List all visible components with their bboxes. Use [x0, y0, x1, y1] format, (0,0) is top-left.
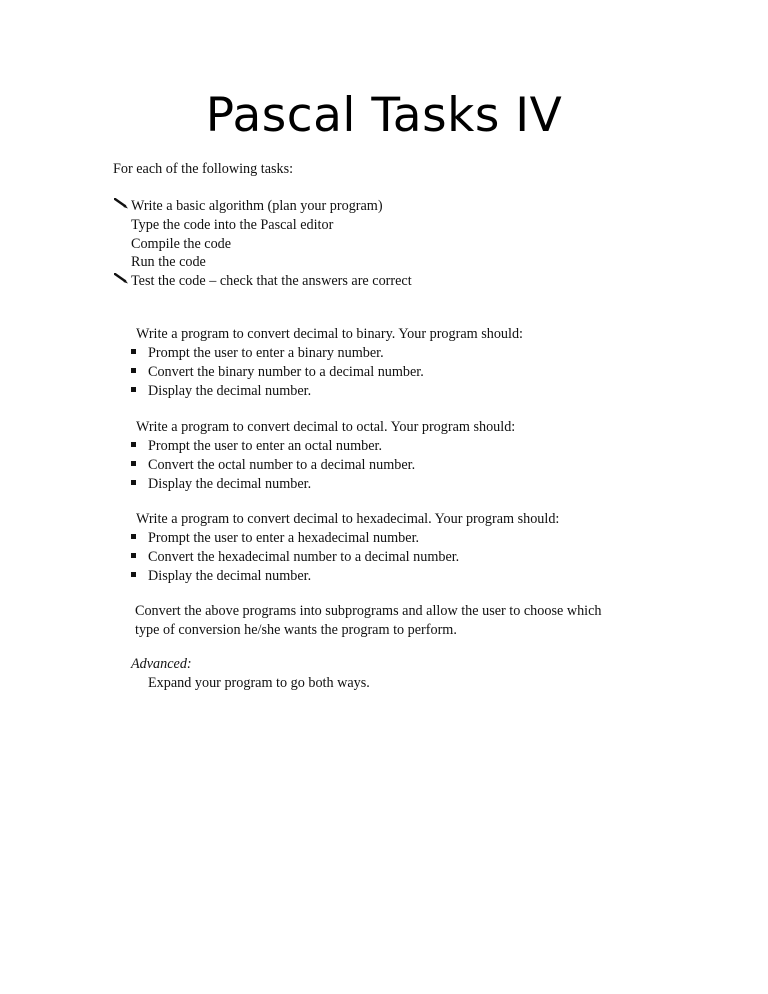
step-item: Run the code	[131, 254, 206, 270]
intro-text: For each of the following tasks:	[113, 161, 294, 177]
task-bullet: Convert the hexadecimal number to a decimal number.	[148, 549, 460, 565]
task-bullet: Display the decimal number.	[148, 568, 312, 584]
step-item: Test the code – check that the answers are correct	[131, 273, 412, 289]
square-bullet-icon	[131, 442, 136, 447]
task-bullet: Prompt the user to enter an octal number.	[148, 438, 383, 454]
task-bullet: Convert the octal number to a decimal number.	[148, 457, 416, 473]
pencil-icon	[114, 198, 129, 210]
square-bullet-icon	[131, 572, 136, 577]
step-item: Write a basic algorithm (plan your program)	[131, 198, 383, 214]
task-bullet: Display the decimal number.	[148, 383, 312, 399]
square-bullet-icon	[131, 387, 136, 392]
task-bullet: Prompt the user to enter a hexadecimal number.	[148, 530, 420, 546]
task-heading: Write a program to convert decimal to octal. Your program should:	[136, 419, 516, 435]
square-bullet-icon	[131, 349, 136, 354]
page-title: Pascal Tasks IV	[205, 88, 563, 143]
task-heading: Write a program to convert decimal to binary. Your program should:	[136, 326, 523, 342]
square-bullet-icon	[131, 480, 136, 485]
square-bullet-icon	[131, 534, 136, 539]
square-bullet-icon	[131, 553, 136, 558]
pencil-icon	[114, 273, 129, 285]
task-bullet: Convert the binary number to a decimal number.	[148, 364, 424, 380]
subprograms-text: Convert the above programs into subprograms and allow the user to choose which	[135, 603, 602, 619]
step-item: Type the code into the Pascal editor	[131, 217, 334, 233]
square-bullet-icon	[131, 461, 136, 466]
advanced-text: Expand your program to go both ways.	[148, 675, 370, 691]
subprograms-text: type of conversion he/she wants the program to perform.	[135, 622, 457, 638]
advanced-label: Advanced:	[131, 656, 192, 672]
square-bullet-icon	[131, 368, 136, 373]
task-heading: Write a program to convert decimal to hexadecimal. Your program should:	[136, 511, 560, 527]
task-bullet: Display the decimal number.	[148, 476, 312, 492]
task-bullet: Prompt the user to enter a binary number.	[148, 345, 384, 361]
step-item: Compile the code	[131, 236, 232, 252]
